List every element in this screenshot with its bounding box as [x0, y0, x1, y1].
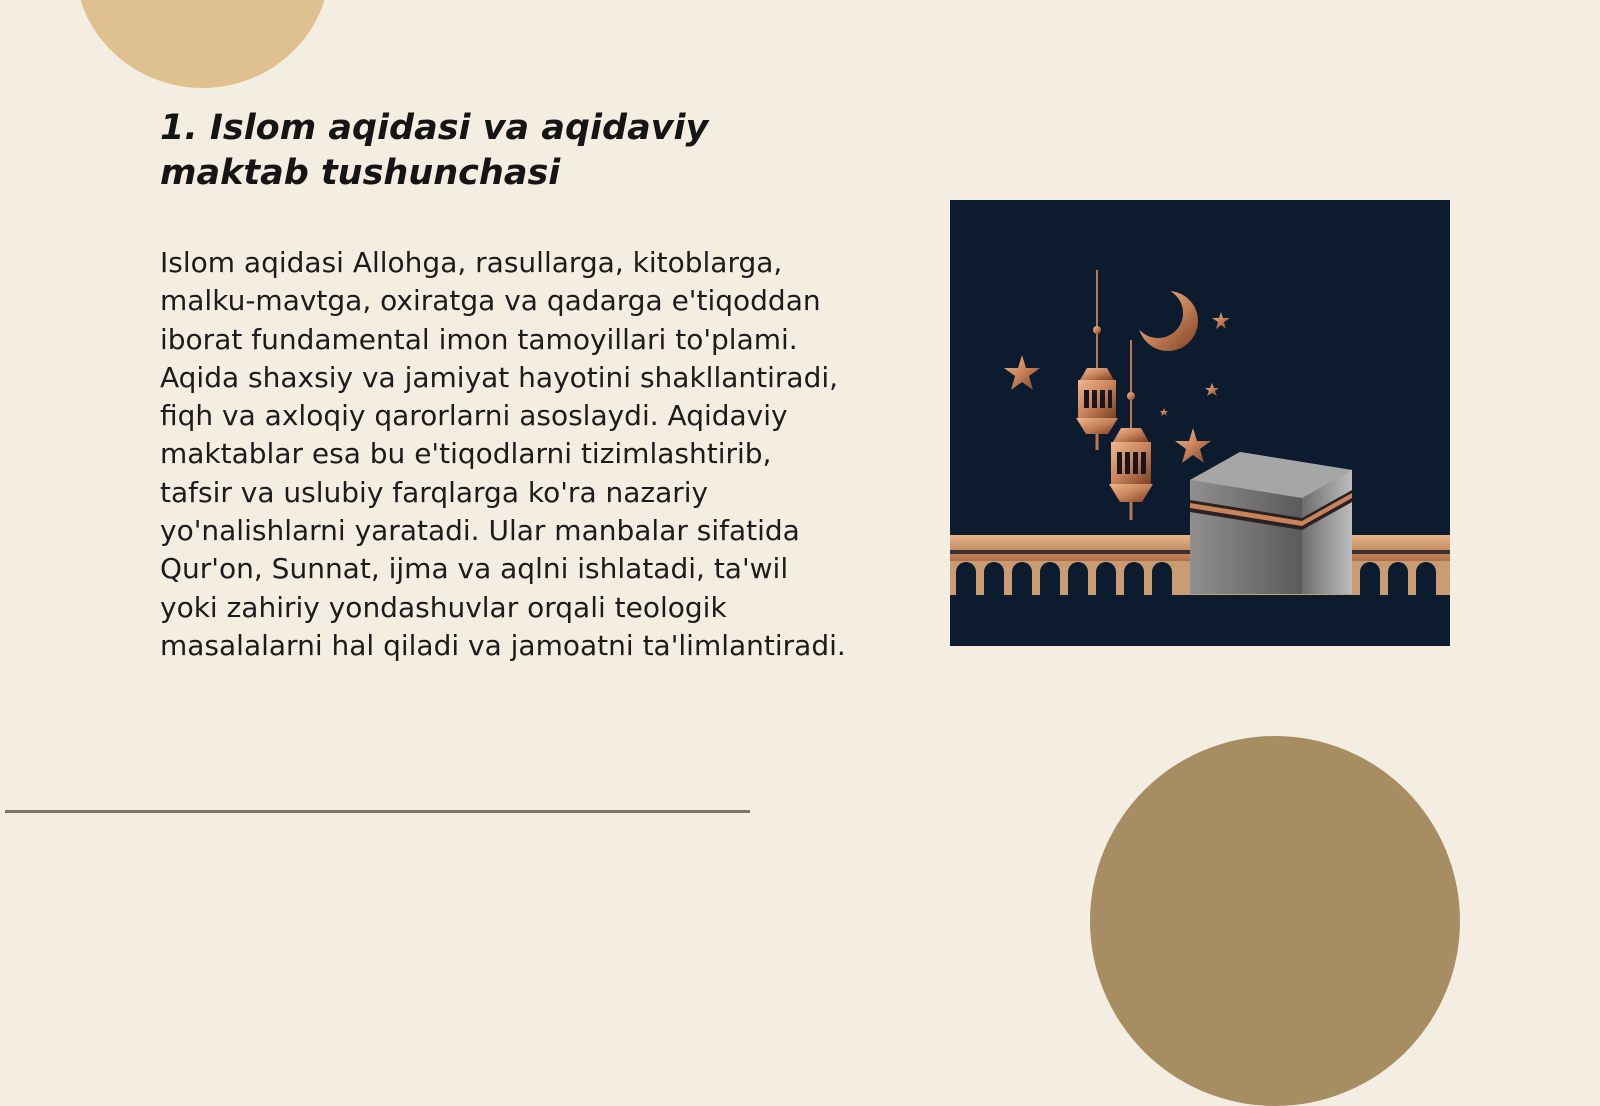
kaaba-illustration	[950, 200, 1450, 646]
decorative-circle-bottom	[1090, 736, 1460, 1106]
kaaba-icon	[1190, 452, 1352, 594]
divider-line	[5, 810, 750, 813]
decorative-circle-top	[75, 0, 330, 88]
slide-title: 1. Islom aqidasi va aqidaviy maktab tushunchasi	[160, 108, 709, 193]
slide-body-text: Islom aqidasi Allohga, rasullarga, kitoblarga, malku-mavtga, oxiratga va qadarga e'tiqoddan iborat fundamental imon tamoyillari to'plami. Aqida shaxsiy va jamiyat hayotini shakllantiradi, fiqh va axloqiy qarorlarni asoslaydi. Aqidaviy maktablar esa bu e'tiqodlarni tizimlashtirib, tafsir va uslubiy farqlarga ko'ra nazariy yo'nalishlarni yaratadi. Ular manbalar sifatida Qur'on, Sunnat, ijma va aqlni ishlatadi, ta'wil yoki zahiriy yondashuvlar orqali teologik masalalarni hal qiladi va jamoatni ta'limlantiradi.	[160, 246, 846, 662]
